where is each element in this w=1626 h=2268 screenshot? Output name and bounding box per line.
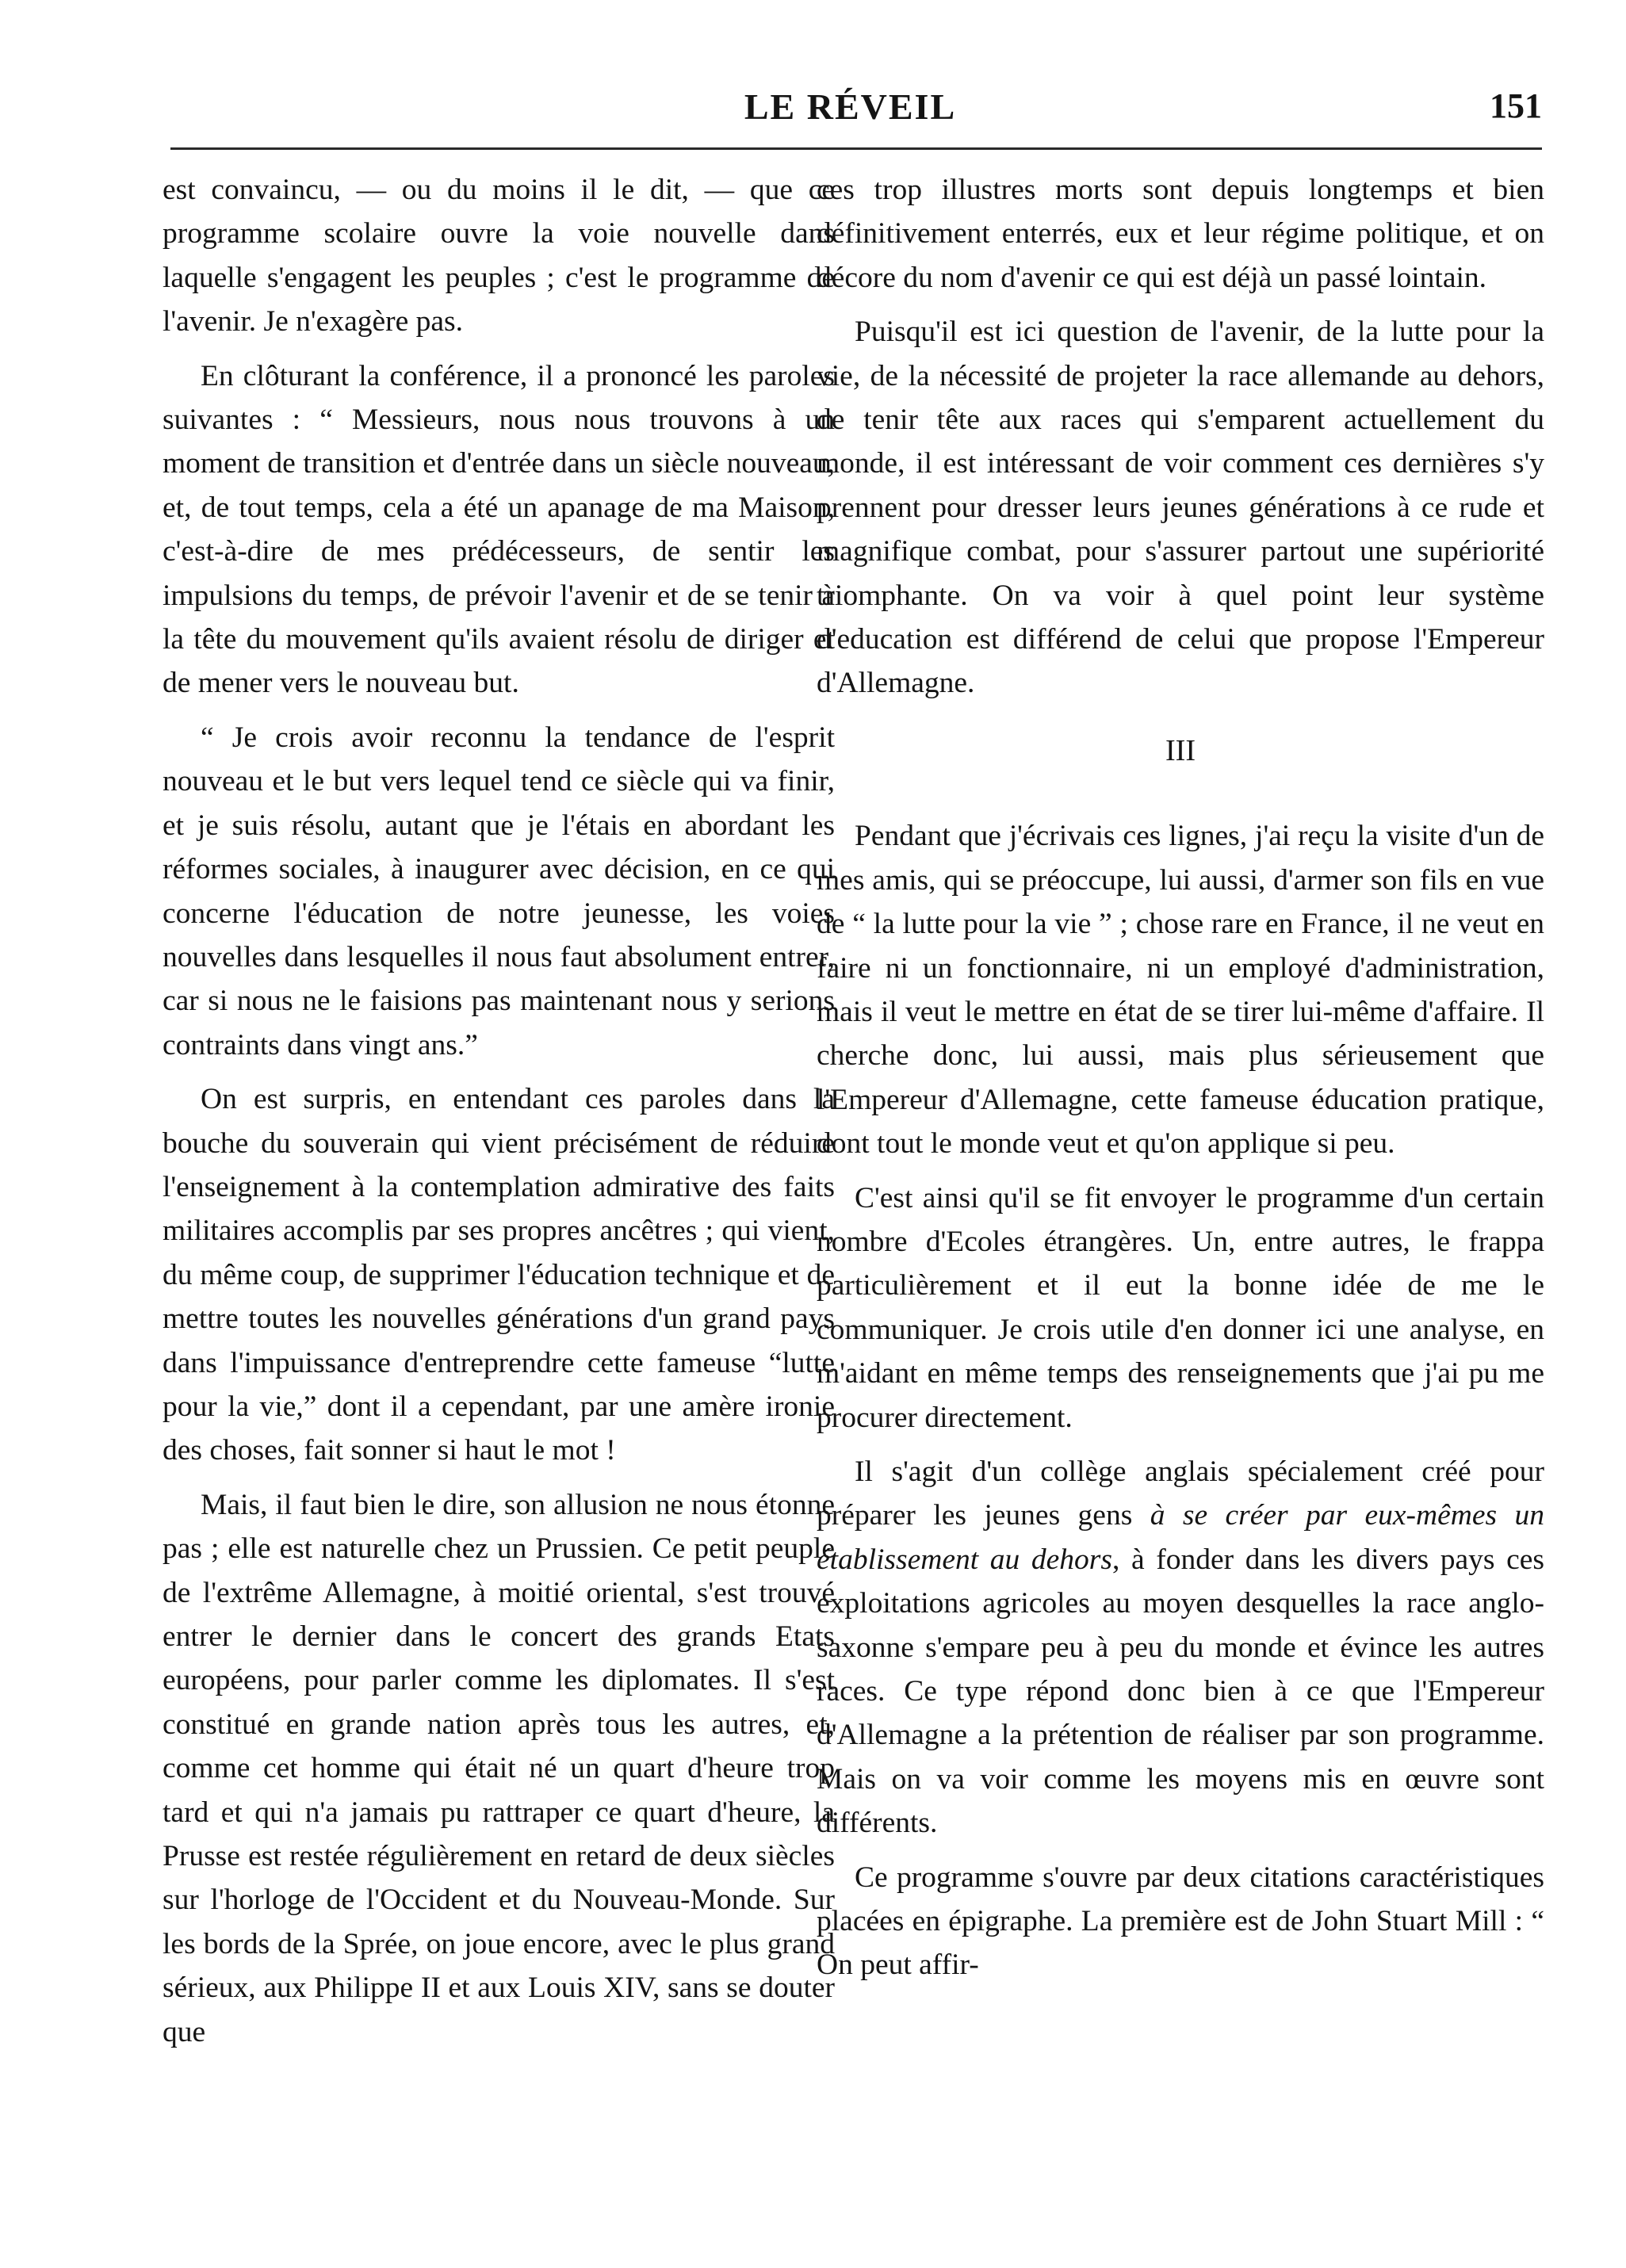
running-title: LE RÉVEIL (744, 86, 957, 127)
paragraph: Puisqu'il est ici question de l'avenir, de la lutte pour la vie, de la nécessité de projeter la race allemande au dehors, de tenir tête aux races qui s'emparent actuellement du monde, il est intéressant de voir comment ces dernières s'y prennent pour dresser leurs jeunes générations à ce rude et magnifique combat, pour s'assurer partout une supériorité triomphante. On va voir à quel point leur système d'education est différend de celui que propose l'Empereur d'Allemagne. (817, 316, 1544, 700)
page-number: 151 (1490, 86, 1542, 125)
paragraph: Mais, il faut bien le dire, son allusion ne nous étonne pas ; elle est naturelle chez un Prussien. Ce petit peuple de l'extrême Allemagne, à moitié oriental, s'est trouvé entrer le dernier dans le concert des grands Etats européens, pour parler comme les diplomates. Il s'est constitué en grande nation après tous les autres, et, comme cet homme qui était né un quart d'heure trop tard et qui n'a jamais pu rattraper ce quart d'heure, la Prusse est restée régulièrement en retard de deux siècles sur l'horloge de l'Occident et du Nouveau-Monde. Sur les bords de la Sprée, on joue encore, avec le plus grand sérieux, aux Philippe II et aux Louis XIV, sans se douter que (163, 1488, 835, 2048)
paragraph: En clôturant la conférence, il a prononcé les paroles suivantes : “ Messieurs, nous nous trouvons à un moment de transition et d'entrée dans un siècle nouveau, et, de tout temps, cela a été un apanage de ma Maison, c'est-à-dire de mes prédécesseurs, de sentir les impulsions du temps, de prévoir l'avenir et de se tenir à la tête du mouvement qu'ils avaient résolu de diriger et de mener vers le nouveau but. (163, 359, 835, 700)
paragraph: ces trop illustres morts sont depuis longtemps et bien définitivement enterrés, eux et leur régime politique, et on décore du nom d'avenir ce qui est déjà un passé lointain. (817, 174, 1544, 294)
text-run: , à fonder dans les divers pays ces exploitations agricoles au moyen desquelles la race anglo-saxonne s'empare peu à peu du monde et évince les autres races. Ce type répond donc bien à ce que l'Empereur d'Allemagne a la prétention de réaliser par son programme. Mais on va voir comme les moyens mis en œuvre sont différents. (817, 1543, 1544, 1840)
section-heading: III (1165, 733, 1196, 767)
paragraph: Pendant que j'écrivais ces lignes, j'ai reçu la visite d'un de mes amis, qui se préoccupe, lui aussi, d'armer son fils en vue de “ la lutte pour la vie ” ; chose rare en France, il ne veut en faire ni un fonctionnaire, ni un employé d'administration, mais il veut le mettre en état de se tirer lui-même d'affaire. Il cherche donc, lui aussi, mais plus sérieusement que l'Empereur d'Allemagne, cette fameuse éducation pratique, dont tout le monde veut et qu'on applique si peu. (817, 820, 1544, 1161)
header-rule (170, 147, 1542, 150)
left-column (163, 168, 835, 2064)
paragraph: Ce programme s'ouvre par deux citations caractéristiques placées en épigraphe. La première est de John Stuart Mill : “ On peut affir- (817, 1861, 1544, 1982)
right-column (817, 168, 1544, 1998)
paragraph (817, 1450, 1544, 1845)
paragraph: On est surpris, en entendant ces paroles dans la bouche du souverain qui vient précisément de réduire l'enseignement à la contemplation admirative des faits militaires accomplis par ses propres ancêtres ; qui vient, du même coup, de supprimer l'éducation technique et de mettre toutes les nouvelles générations d'un grand pays dans l'impuissance d'entreprendre cette fameuse “lutte pour la vie,” dont il a cependant, par une amère ironie des choses, fait sonner si haut le mot ! (163, 1083, 835, 1467)
paragraph: C'est ainsi qu'il se fit envoyer le programme d'un certain nombre d'Ecoles étrangères. Un, entre autres, le frappa particulièrement et il eut la bonne idée de me le communiquer. Je crois utile d'en donner ici une analyse, en m'aidant en même temps des renseignements que j'ai pu me procurer directement. (817, 1181, 1544, 1434)
page-header (159, 86, 1542, 141)
paragraph: est convaincu, — ou du moins il le dit, — que ce programme scolaire ouvre la voie nouvelle dans laquelle s'engagent les peuples ; c'est le programme de l'avenir. Je n'exagère pas. (163, 174, 835, 338)
text-run: Il s'agit d'un collège anglais spécialement créé pour préparer les jeunes gens (817, 1455, 1544, 1532)
italic-phrase: à se créer par eux-mêmes un établissement au dehors (817, 1499, 1544, 1576)
paragraph: “ Je crois avoir reconnu la tendance de l'esprit nouveau et le but vers lequel tend ce siècle qui va finir, et je suis résolu, autant que je l'étais en abordant les réformes sociales, à inaugurer avec décision, en ce qui concerne l'éducation de notre jeunesse, les voies nouvelles dans lesquelles il nous faut absolument entrer, car si nous ne le faisions pas maintenant nous y serions contraints dans vingt ans.” (163, 721, 835, 1061)
